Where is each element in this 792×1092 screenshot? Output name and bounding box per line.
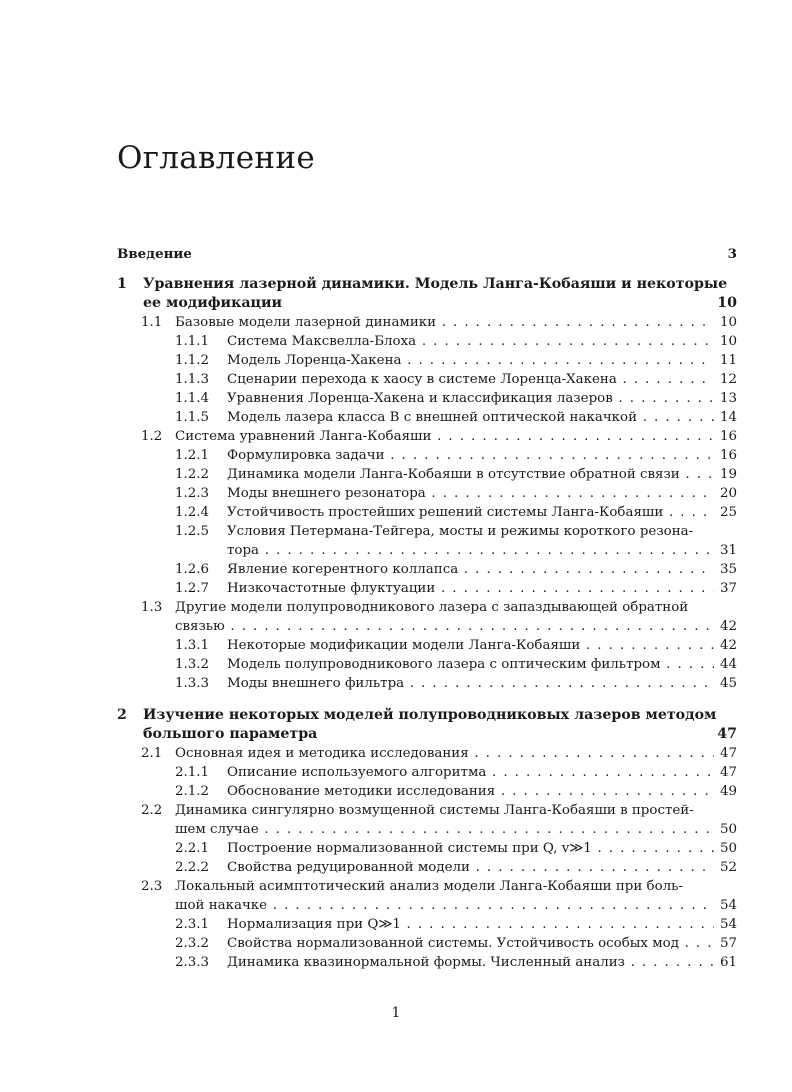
toc-entry-title: Введение — [117, 246, 192, 262]
toc-subsection-1-3-1[interactable] — [117, 636, 737, 655]
section-number: 2.3 — [141, 879, 163, 894]
toc-page-number: 42 — [719, 638, 737, 653]
chapter-title-line2: большого параметра — [143, 726, 318, 742]
section-title: Основная идея и методика исследования . . . — [117, 744, 714, 763]
subsection-number: 1.1.5 — [175, 410, 210, 425]
toc-page-number: 10 — [717, 295, 737, 311]
toc-subsection-1-1-2[interactable] — [117, 351, 737, 370]
subsection-title: Модель полупроводникового лазера с оптическим фильтром . . . — [117, 655, 714, 674]
toc-section-1-1[interactable] — [117, 313, 737, 332]
section-number: 1.3 — [141, 600, 163, 615]
toc-page-number: 25 — [719, 505, 737, 520]
subsection-title: Динамика квазинормальной формы. Численный анализ . . . — [117, 953, 714, 972]
section-number: 1.2 — [141, 429, 163, 444]
subsection-title: Явление когерентного коллапса . . . — [117, 560, 714, 579]
toc-subsection-1-1-1[interactable] — [117, 332, 737, 351]
subsection-title: Обоснование методики исследования . . . — [117, 782, 714, 801]
toc-section-2-2[interactable] — [117, 801, 737, 820]
subsection-number: 2.1.1 — [175, 765, 210, 780]
toc-page-number: 42 — [719, 619, 737, 634]
toc-section-1-3[interactable] — [117, 598, 737, 617]
subsection-title: Сценарии перехода к хаосу в системе Лоренца-Хакена . . . — [117, 370, 714, 389]
toc-page-number: 54 — [719, 917, 737, 932]
section-number: 2.1 — [141, 746, 163, 761]
subsection-title-line2: тора . . . — [117, 541, 714, 560]
section-number: 1.1 — [141, 315, 163, 330]
toc-subsection-1-1-5[interactable] — [117, 408, 737, 427]
subsection-number: 2.2.2 — [175, 860, 210, 875]
toc-subsection-2-1-2[interactable] — [117, 782, 737, 801]
toc-entry-introduction[interactable] — [117, 245, 737, 264]
toc-page-number: 31 — [719, 543, 737, 558]
section-title-line1: Локальный асимптотический анализ модели Ланга-Кобаяши при боль- — [175, 879, 683, 894]
toc-subsection-1-1-3[interactable] — [117, 370, 737, 389]
toc-page-number: 12 — [719, 372, 737, 387]
section-title-line2: связью . . . — [117, 617, 714, 636]
chapter-number: 2 — [117, 707, 127, 723]
toc-page-number: 50 — [719, 841, 737, 856]
subsection-title: Построение нормализованной системы при Q, v≫1 . . . — [117, 839, 714, 858]
subsection-title: Модель лазера класса B с внешней оптической накачкой . . . — [117, 408, 714, 427]
subsection-title: Свойства редуцированной модели . . . — [117, 858, 714, 877]
toc-page-number: 57 — [719, 936, 737, 951]
toc-page-number: 20 — [719, 486, 737, 501]
toc-page-number: 16 — [719, 448, 737, 463]
subsection-title: Моды внешнего фильтра . . . — [117, 674, 714, 693]
toc-page-number: 19 — [719, 467, 737, 482]
toc-page-number: 10 — [719, 315, 737, 330]
toc-section-1-3-cont[interactable] — [117, 617, 737, 636]
section-title: Система уравнений Ланга-Кобаяши . . . — [117, 427, 714, 446]
toc-page-number: 14 — [719, 410, 737, 425]
page-number: 1 — [391, 1005, 401, 1021]
toc-page-number: 50 — [719, 822, 737, 837]
subsection-number: 1.1.1 — [175, 334, 210, 349]
subsection-title: Система Максвелла-Блоха . . . — [117, 332, 714, 351]
toc-page-number: 49 — [719, 784, 737, 799]
toc-subsection-2-3-1[interactable] — [117, 915, 737, 934]
toc-section-1-2[interactable] — [117, 427, 737, 446]
toc-page-number: 10 — [719, 334, 737, 349]
toc-section-2-2-cont[interactable] — [117, 820, 737, 839]
toc-subsection-2-1-1[interactable] — [117, 763, 737, 782]
subsection-title: Нормализация при Q≫1 . . . — [117, 915, 714, 934]
section-number: 2.2 — [141, 803, 163, 818]
subsection-number: 1.3.1 — [175, 638, 210, 653]
subsection-number: 1.1.2 — [175, 353, 210, 368]
subsection-title: Уравнения Лоренца-Хакена и классификация лазеров . . . — [117, 389, 714, 408]
subsection-number: 1.2.5 — [175, 524, 210, 539]
subsection-number: 1.2.7 — [175, 581, 210, 596]
toc-page-number: 47 — [719, 746, 737, 761]
page-title: Оглавление — [117, 140, 315, 176]
subsection-number: 1.2.6 — [175, 562, 210, 577]
toc-chapter-1[interactable] — [117, 275, 737, 294]
subsection-title: Низкочастотные флуктуации . . . — [117, 579, 714, 598]
toc-subsection-1-2-7[interactable] — [117, 579, 737, 598]
subsection-title: Некоторые модификации модели Ланга-Кобаяши . . . — [117, 636, 714, 655]
toc-subsection-2-2-2[interactable] — [117, 858, 737, 877]
subsection-number: 1.3.3 — [175, 676, 210, 691]
subsection-number: 2.1.2 — [175, 784, 210, 799]
toc-page-number: 45 — [719, 676, 737, 691]
toc-subsection-1-1-4[interactable] — [117, 389, 737, 408]
toc-subsection-1-2-6[interactable] — [117, 560, 737, 579]
toc-chapter-1-cont[interactable] — [117, 294, 737, 313]
subsection-number: 2.3.2 — [175, 936, 210, 951]
subsection-title-line1: Условия Петермана-Тейгера, мосты и режимы короткого резона- — [227, 524, 694, 539]
subsection-number: 1.2.2 — [175, 467, 210, 482]
toc-subsection-1-2-5[interactable] — [117, 522, 737, 541]
toc-page-number: 61 — [719, 955, 737, 970]
toc-subsection-1-2-5-cont[interactable] — [117, 541, 737, 560]
subsection-title: Моды внешнего резонатора . . . — [117, 484, 714, 503]
subsection-number: 2.3.3 — [175, 955, 210, 970]
toc-page-number: 47 — [719, 765, 737, 780]
toc-subsection-2-3-3[interactable] — [117, 953, 737, 972]
section-title-line2: шой накачке . . . — [117, 896, 714, 915]
subsection-number: 1.3.2 — [175, 657, 210, 672]
toc-subsection-2-3-2[interactable] — [117, 934, 737, 953]
section-title-line2: шем случае . . . — [117, 820, 714, 839]
toc-subsection-1-3-3[interactable] — [117, 674, 737, 693]
section-title: Базовые модели лазерной динамики . . . — [117, 313, 714, 332]
toc-section-2-3[interactable] — [117, 877, 737, 896]
toc-page-number: 13 — [719, 391, 737, 406]
subsection-title: Описание используемого алгоритма . . . — [117, 763, 714, 782]
toc-subsection-2-2-1[interactable] — [117, 839, 737, 858]
subsection-title: Модель Лоренца-Хакена . . . — [117, 351, 714, 370]
toc-section-2-3-cont[interactable] — [117, 896, 737, 915]
toc-page-number: 52 — [719, 860, 737, 875]
chapter-title-line2: ее модификации — [143, 295, 283, 311]
toc-page-number: 47 — [717, 726, 737, 742]
toc-subsection-1-2-1[interactable] — [117, 446, 737, 465]
subsection-number: 1.1.4 — [175, 391, 210, 406]
subsection-number: 2.2.1 — [175, 841, 210, 856]
toc-subsection-1-3-2[interactable] — [117, 655, 737, 674]
chapter-title-line1: Уравнения лазерной динамики. Модель Ланга-Кобаяши и некоторые — [143, 276, 728, 292]
toc-page-number: 54 — [719, 898, 737, 913]
toc-page-number: 37 — [719, 581, 737, 596]
subsection-title: Динамика модели Ланга-Кобаяши в отсутствие обратной связи . . . — [117, 465, 714, 484]
toc-page-number: 3 — [727, 246, 737, 262]
toc-page-number: 44 — [719, 657, 737, 672]
subsection-number: 1.2.1 — [175, 448, 210, 463]
subsection-number: 2.3.1 — [175, 917, 210, 932]
toc-page-number: 11 — [719, 353, 737, 368]
subsection-number: 1.2.3 — [175, 486, 210, 501]
subsection-title: Устойчивость простейших решений системы Ланга-Кобаяши . . . — [117, 503, 714, 522]
chapter-number: 1 — [117, 276, 127, 292]
toc-subsection-1-2-2[interactable] — [117, 465, 737, 484]
toc-chapter-2[interactable] — [117, 706, 737, 725]
chapter-title-line1: Изучение некоторых моделей полупроводниковых лазеров методом — [143, 707, 717, 723]
section-title-line1: Динамика сингулярно возмущенной системы Ланга-Кобаяши в простей- — [175, 803, 694, 818]
toc-page-number: 16 — [719, 429, 737, 444]
toc-page-number: 35 — [719, 562, 737, 577]
toc-chapter-2-cont[interactable] — [117, 725, 737, 744]
subsection-number: 1.2.4 — [175, 505, 210, 520]
table-of-contents — [117, 245, 737, 972]
subsection-number: 1.1.3 — [175, 372, 210, 387]
subsection-title: Формулировка задачи . . . — [117, 446, 714, 465]
section-title-line1: Другие модели полупроводникового лазера с запаздывающей обратной — [175, 600, 689, 615]
subsection-title: Свойства нормализованной системы. Устойчивость особых мод . . . — [117, 934, 714, 953]
toc-subsection-1-2-4[interactable] — [117, 503, 737, 522]
toc-section-2-1[interactable] — [117, 744, 737, 763]
toc-subsection-1-2-3[interactable] — [117, 484, 737, 503]
